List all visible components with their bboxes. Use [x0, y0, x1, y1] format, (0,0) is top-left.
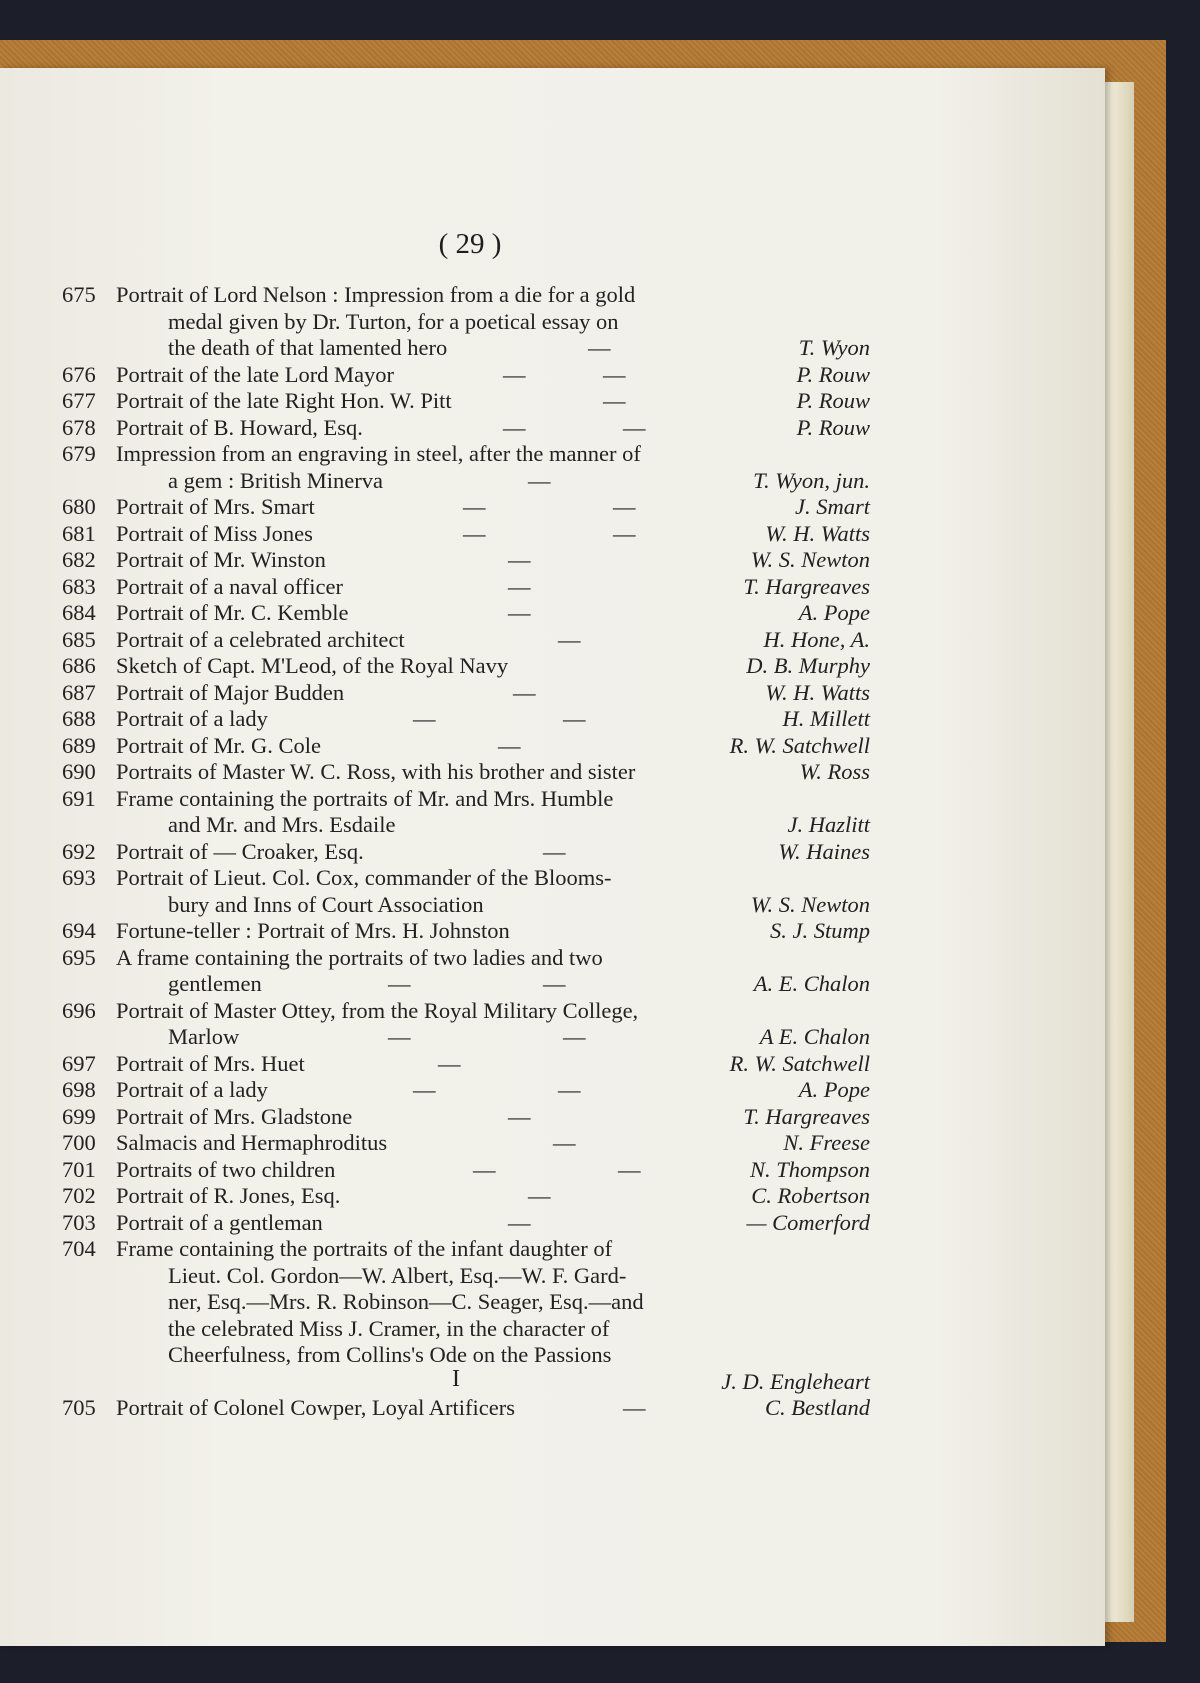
leader-dash: — — [623, 414, 646, 440]
leader-dash: — — [498, 732, 521, 758]
entry-title: Portrait of Colonel Cowper, Loyal Artificers — [116, 1395, 516, 1420]
entry-number: 704 — [62, 1236, 96, 1261]
entry-line — [58, 1342, 870, 1369]
book-page — [0, 68, 1105, 1646]
entry-number: 701 — [62, 1156, 96, 1182]
entry-title: a gem : British Minerva — [168, 467, 383, 493]
entry-title: Portrait of Lieut. Col. Cox, commander of the Blooms- — [116, 865, 612, 890]
entry-title: Cheerfulness, from Collins's Ode on the Passions — [168, 1342, 612, 1367]
leader-dash: — — [618, 1156, 641, 1182]
leader-dash: — — [508, 600, 531, 625]
entry-number: 683 — [62, 573, 96, 599]
entry-line — [58, 1316, 870, 1343]
entry-title: A frame containing the portraits of two ladies and two — [116, 944, 603, 970]
entry-number: 703 — [62, 1209, 96, 1235]
leader-dash: — — [413, 1077, 436, 1102]
entry-line — [58, 1024, 870, 1051]
entry-title: Portrait of B. Howard, Esq. — [116, 414, 363, 440]
entry-line — [58, 945, 870, 972]
artist-name: C. Robertson — [751, 1183, 870, 1208]
entry-number: 699 — [62, 1103, 96, 1129]
entry-line — [58, 441, 870, 468]
entry-title: Sketch of Capt. M'Leod, of the Royal Navy — [116, 653, 509, 678]
entry-title: medal given by Dr. Turton, for a poetical essay on — [168, 308, 619, 334]
artist-name: W. S. Newton — [750, 547, 870, 572]
entry-title: Portrait of the late Right Hon. W. Pitt — [116, 388, 452, 413]
artist-name: A. Pope — [798, 1077, 870, 1102]
entry-title: Portrait of Mr. Winston — [116, 547, 326, 572]
artist-name: D. B. Murphy — [746, 653, 870, 678]
entry-line — [58, 839, 870, 866]
entry-number: 687 — [62, 679, 96, 705]
entry-title: Portrait of Mrs. Smart — [116, 494, 315, 519]
leader-dash: — — [613, 494, 636, 519]
entry-line — [58, 918, 870, 945]
artist-name: W. Ross — [799, 759, 870, 784]
entry-number: 697 — [62, 1050, 96, 1076]
leader-dash: — — [553, 1130, 576, 1155]
entry-number: 675 — [62, 282, 96, 307]
entry-number: 690 — [62, 759, 96, 784]
entry-line — [58, 733, 870, 760]
entry-number: 682 — [62, 547, 96, 572]
leader-dash: — — [503, 414, 526, 440]
artist-name: P. Rouw — [796, 361, 870, 387]
entry-line — [58, 680, 870, 707]
leader-dash: — — [558, 626, 581, 652]
entry-line — [58, 892, 870, 919]
artist-name: A. E. Chalon — [753, 971, 870, 996]
entry-title: Portrait of a gentleman — [116, 1209, 323, 1235]
artist-name: H. Hone, A. — [763, 626, 870, 652]
entry-line — [58, 600, 870, 627]
entry-number: 692 — [62, 838, 96, 864]
leader-dash: — — [603, 388, 626, 413]
entry-number: 700 — [62, 1130, 96, 1155]
leader-dash: — — [623, 1395, 646, 1420]
artist-name: S. J. Stump — [770, 918, 870, 943]
entry-title: Portraits of two children — [116, 1156, 336, 1182]
artist-name: A. Pope — [798, 600, 870, 625]
entry-title: Portrait of a lady — [116, 1077, 268, 1102]
entry-title: bury and Inns of Court Association — [168, 891, 484, 917]
artist-name: W. Haines — [778, 838, 870, 864]
entry-title: Portrait of the late Lord Mayor — [116, 361, 395, 387]
entry-number: 702 — [62, 1183, 96, 1208]
entry-line — [58, 627, 870, 654]
entry-title: Portrait of Master Ottey, from the Royal Military College, — [116, 997, 639, 1023]
artist-name: C. Bestland — [765, 1395, 870, 1420]
entry-number: 696 — [62, 997, 96, 1023]
entry-number: 705 — [62, 1395, 96, 1420]
entry-number: 691 — [62, 785, 96, 811]
entry-title: Portrait of Mrs. Gladstone — [116, 1103, 353, 1129]
entry-line — [58, 1130, 870, 1157]
leader-dash: — — [513, 679, 536, 705]
leader-dash: — — [463, 520, 486, 546]
leader-dash: — — [588, 335, 611, 360]
entry-number: 685 — [62, 626, 96, 652]
entry-title: gentlemen — [168, 971, 262, 996]
leader-dash: — — [603, 361, 626, 387]
entry-title: Portrait of Mrs. Huet — [116, 1050, 305, 1076]
entry-line — [58, 388, 870, 415]
entry-line — [58, 1369, 870, 1396]
artist-name: P. Rouw — [796, 414, 870, 440]
leader-dash: — — [508, 573, 531, 599]
entry-title: and Mr. and Mrs. Esdaile — [168, 812, 396, 837]
entry-number: 680 — [62, 494, 96, 519]
entry-line — [58, 1289, 870, 1316]
entry-title: Portrait of Miss Jones — [116, 520, 313, 546]
entry-title: Salmacis and Hermaphroditus — [116, 1130, 388, 1155]
leader-dash: — — [388, 971, 411, 996]
leader-dash: — — [543, 838, 566, 864]
entry-line — [58, 786, 870, 813]
entry-number: 688 — [62, 706, 96, 731]
entry-line — [58, 1210, 870, 1237]
leader-dash: — — [543, 971, 566, 996]
entry-number: 698 — [62, 1077, 96, 1102]
leader-dash: — — [508, 1209, 531, 1235]
artist-name: J. Smart — [795, 494, 870, 519]
artist-name: T. Wyon, jun. — [753, 467, 870, 493]
artist-name: R. W. Satchwell — [729, 732, 870, 758]
artist-name: T. Wyon — [798, 335, 870, 360]
entry-title: Frame containing the portraits of Mr. and Mrs. Humble — [116, 785, 614, 811]
entry-line — [58, 1104, 870, 1131]
entry-title: Lieut. Col. Gordon—W. Albert, Esq.—W. F. Gard- — [168, 1262, 627, 1288]
leader-dash: — — [388, 1024, 411, 1049]
leader-dash: — — [528, 1183, 551, 1208]
artist-name: W. S. Newton — [750, 891, 870, 917]
signature-mark: I — [452, 1366, 460, 1392]
entry-title: Portrait of Mr. G. Cole — [116, 732, 321, 758]
entry-title: the death of that lamented hero — [168, 335, 448, 360]
leader-dash: — — [473, 1156, 496, 1182]
entry-line — [58, 309, 870, 336]
entry-line — [58, 574, 870, 601]
entry-line — [58, 415, 870, 442]
leader-dash: — — [413, 706, 436, 731]
entry-line — [58, 1077, 870, 1104]
leader-dash: — — [508, 1103, 531, 1129]
entry-title: Portraits of Master W. C. Ross, with his brother and sister — [116, 759, 636, 784]
artist-name: J. D. Engleheart — [721, 1368, 870, 1394]
leader-dash: — — [528, 467, 551, 493]
entry-title: Impression from an engraving in steel, after the manner of — [116, 441, 641, 466]
artist-name: N. Thompson — [749, 1156, 870, 1182]
entry-title: Fortune-teller : Portrait of Mrs. H. Johnston — [116, 918, 510, 943]
artist-name: W. H. Watts — [765, 520, 870, 546]
entry-line — [58, 468, 870, 495]
entry-title: Portrait of a lady — [116, 706, 268, 731]
artist-name: J. Hazlitt — [787, 812, 870, 837]
entry-title: Portrait of Major Budden — [116, 679, 345, 705]
entry-line — [58, 1051, 870, 1078]
leader-dash: — — [438, 1050, 461, 1076]
artist-name: T. Hargreaves — [743, 1103, 870, 1129]
entry-line — [58, 759, 870, 786]
entry-number: 686 — [62, 653, 96, 678]
entry-number: 689 — [62, 732, 96, 758]
artist-name: T. Hargreaves — [743, 573, 870, 599]
entry-title: Portrait of Lord Nelson : Impression from a die for a gold — [116, 282, 636, 307]
entry-line — [58, 1395, 870, 1422]
entry-line — [58, 971, 870, 998]
entry-number: 679 — [62, 441, 96, 466]
entry-number: 678 — [62, 414, 96, 440]
artist-name: N. Freese — [783, 1130, 870, 1155]
entry-title: Portrait of — Croaker, Esq. — [116, 838, 364, 864]
entry-number: 677 — [62, 388, 96, 413]
entry-line — [58, 998, 870, 1025]
entry-number: 693 — [62, 865, 96, 890]
entry-title: Marlow — [168, 1024, 240, 1049]
entry-number: 676 — [62, 361, 96, 387]
entry-title: Frame containing the portraits of the infant daughter of — [116, 1236, 613, 1261]
artist-name: R. W. Satchwell — [729, 1050, 870, 1076]
entry-line — [58, 706, 870, 733]
artist-name: W. H. Watts — [765, 679, 870, 705]
artist-name: — Comerford — [746, 1209, 870, 1235]
entry-line — [58, 362, 870, 389]
leader-dash: — — [503, 361, 526, 387]
artist-name: P. Rouw — [796, 388, 870, 413]
entry-line — [58, 282, 870, 309]
entry-line — [58, 521, 870, 548]
leader-dash: — — [463, 494, 486, 519]
entry-number: 695 — [62, 944, 96, 970]
leader-dash: — — [563, 706, 586, 731]
entry-title: the celebrated Miss J. Cramer, in the character of — [168, 1315, 610, 1341]
entry-title: Portrait of Mr. C. Kemble — [116, 600, 349, 625]
leader-dash: — — [558, 1077, 581, 1102]
entry-line — [58, 1236, 870, 1263]
entry-number: 684 — [62, 600, 96, 625]
entry-title: Portrait of R. Jones, Esq. — [116, 1183, 341, 1208]
entry-line — [58, 1157, 870, 1184]
catalogue-entries — [58, 282, 870, 1422]
entry-title: Portrait of a celebrated architect — [116, 626, 405, 652]
entry-line — [58, 812, 870, 839]
entry-line — [58, 494, 870, 521]
entry-line — [58, 1183, 870, 1210]
entry-number: 681 — [62, 520, 96, 546]
entry-title: ner, Esq.—Mrs. R. Robinson—C. Seager, Esq.—and — [168, 1289, 644, 1314]
leader-dash: — — [613, 520, 636, 546]
artist-name: H. Millett — [782, 706, 870, 731]
entry-line — [58, 1263, 870, 1290]
page-number: ( 29 ) — [438, 228, 502, 260]
leader-dash: — — [563, 1024, 586, 1049]
entry-number: 694 — [62, 918, 96, 943]
entry-line — [58, 335, 870, 362]
entry-title: Portrait of a naval officer — [116, 573, 343, 599]
entry-line — [58, 865, 870, 892]
entry-line — [58, 653, 870, 680]
leader-dash: — — [508, 547, 531, 572]
artist-name: A E. Chalon — [759, 1024, 870, 1049]
entry-line — [58, 547, 870, 574]
